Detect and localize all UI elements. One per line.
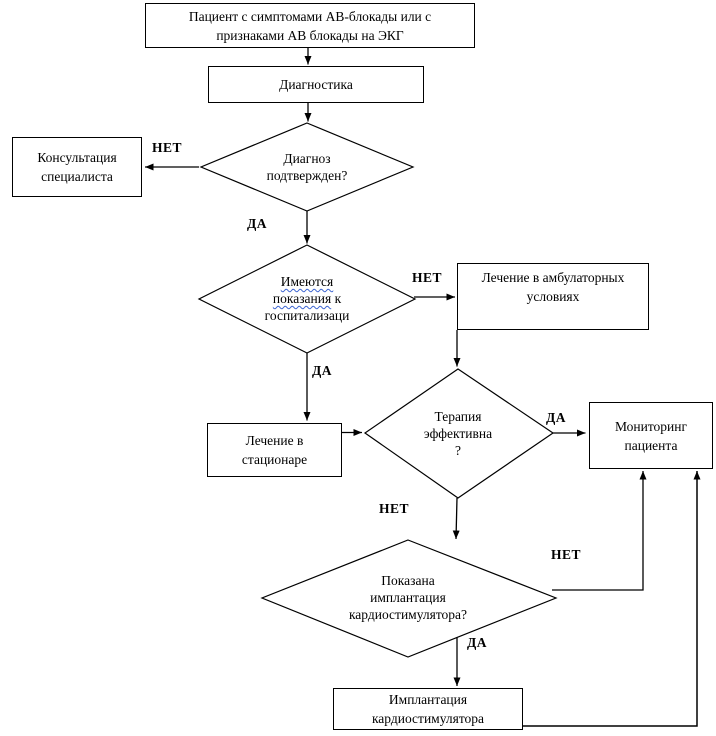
node-start-patient: [145, 3, 475, 48]
decision-hospitalization-indicated-text: [237, 273, 377, 324]
node-patient-monitoring: [589, 402, 713, 469]
node-diagnostics-label: Диагностика: [279, 77, 353, 92]
node-implantation-line1: Имплантация: [388, 692, 468, 707]
decision-diagnosis-line1: Диагноз: [283, 151, 331, 166]
node-outpatient-line2: условиях: [526, 289, 580, 304]
edge-label-diagnosis-no: НЕТ: [152, 140, 183, 155]
decision-pacemaker-line3: кардиостимулятора?: [348, 607, 468, 622]
plain-word: к: [331, 291, 342, 306]
node-specialist-consultation: [12, 137, 142, 197]
decision-diagnosis-line2: подтвержден?: [266, 168, 348, 183]
edge-label-therapy-yes: ДА: [546, 410, 567, 425]
decision-therapy-line3: ?: [455, 443, 461, 458]
node-diagnostics: [208, 66, 424, 103]
decision-hospitalization-line1: [237, 273, 377, 290]
decision-therapy-line1: Терапия: [434, 409, 482, 424]
edge-label-hospitalization-yes: ДА: [312, 363, 333, 378]
edge-label-hospitalization-no: НЕТ: [412, 270, 443, 285]
edge-label-pacemaker-yes: ДА: [467, 635, 488, 650]
decision-therapy-effective-text: [398, 408, 518, 459]
node-consultation-line2: специалиста: [41, 169, 113, 184]
node-consultation-line1: Консультация: [37, 150, 117, 165]
connector-therapy-no-to-pacemaker: [456, 498, 457, 539]
edge-label-therapy-no: НЕТ: [379, 501, 410, 516]
connector-pacemaker-no-to-monitoring: [552, 471, 643, 590]
node-inpatient-line2: стационаре: [241, 452, 308, 467]
node-start-line2: признаками АВ блокады на ЭКГ: [216, 27, 404, 43]
node-inpatient-line1: Лечение в: [245, 433, 304, 448]
decision-pacemaker-line2: имплантация: [370, 590, 446, 605]
decision-therapy-line2: эффективна: [423, 426, 493, 441]
node-outpatient-line1: Лечение в амбулаторных: [481, 270, 625, 285]
decision-pacemaker-indicated-text: [318, 572, 498, 623]
node-implantation-line2: кардиостимулятора: [371, 711, 485, 726]
node-pacemaker-implantation: [333, 688, 523, 730]
spellcheck-word: показания: [272, 291, 332, 306]
decision-hospitalization-line3: госпитализаци: [264, 308, 350, 323]
node-monitoring-line2: пациента: [624, 437, 678, 453]
decision-diagnosis-confirmed-text: [227, 150, 387, 184]
decision-pacemaker-line1: Показана: [381, 573, 435, 588]
edge-label-pacemaker-no: НЕТ: [551, 547, 582, 562]
spellcheck-word: Имеются: [280, 274, 334, 289]
node-inpatient-treatment: [207, 423, 342, 477]
node-start-line1: Пациент с симптомами АВ-блокады или с: [188, 8, 432, 24]
node-monitoring-line1: Мониторинг: [614, 418, 688, 434]
node-outpatient-treatment: [457, 263, 649, 330]
edge-label-diagnosis-yes: ДА: [247, 216, 268, 231]
decision-hospitalization-line2: [237, 290, 377, 307]
